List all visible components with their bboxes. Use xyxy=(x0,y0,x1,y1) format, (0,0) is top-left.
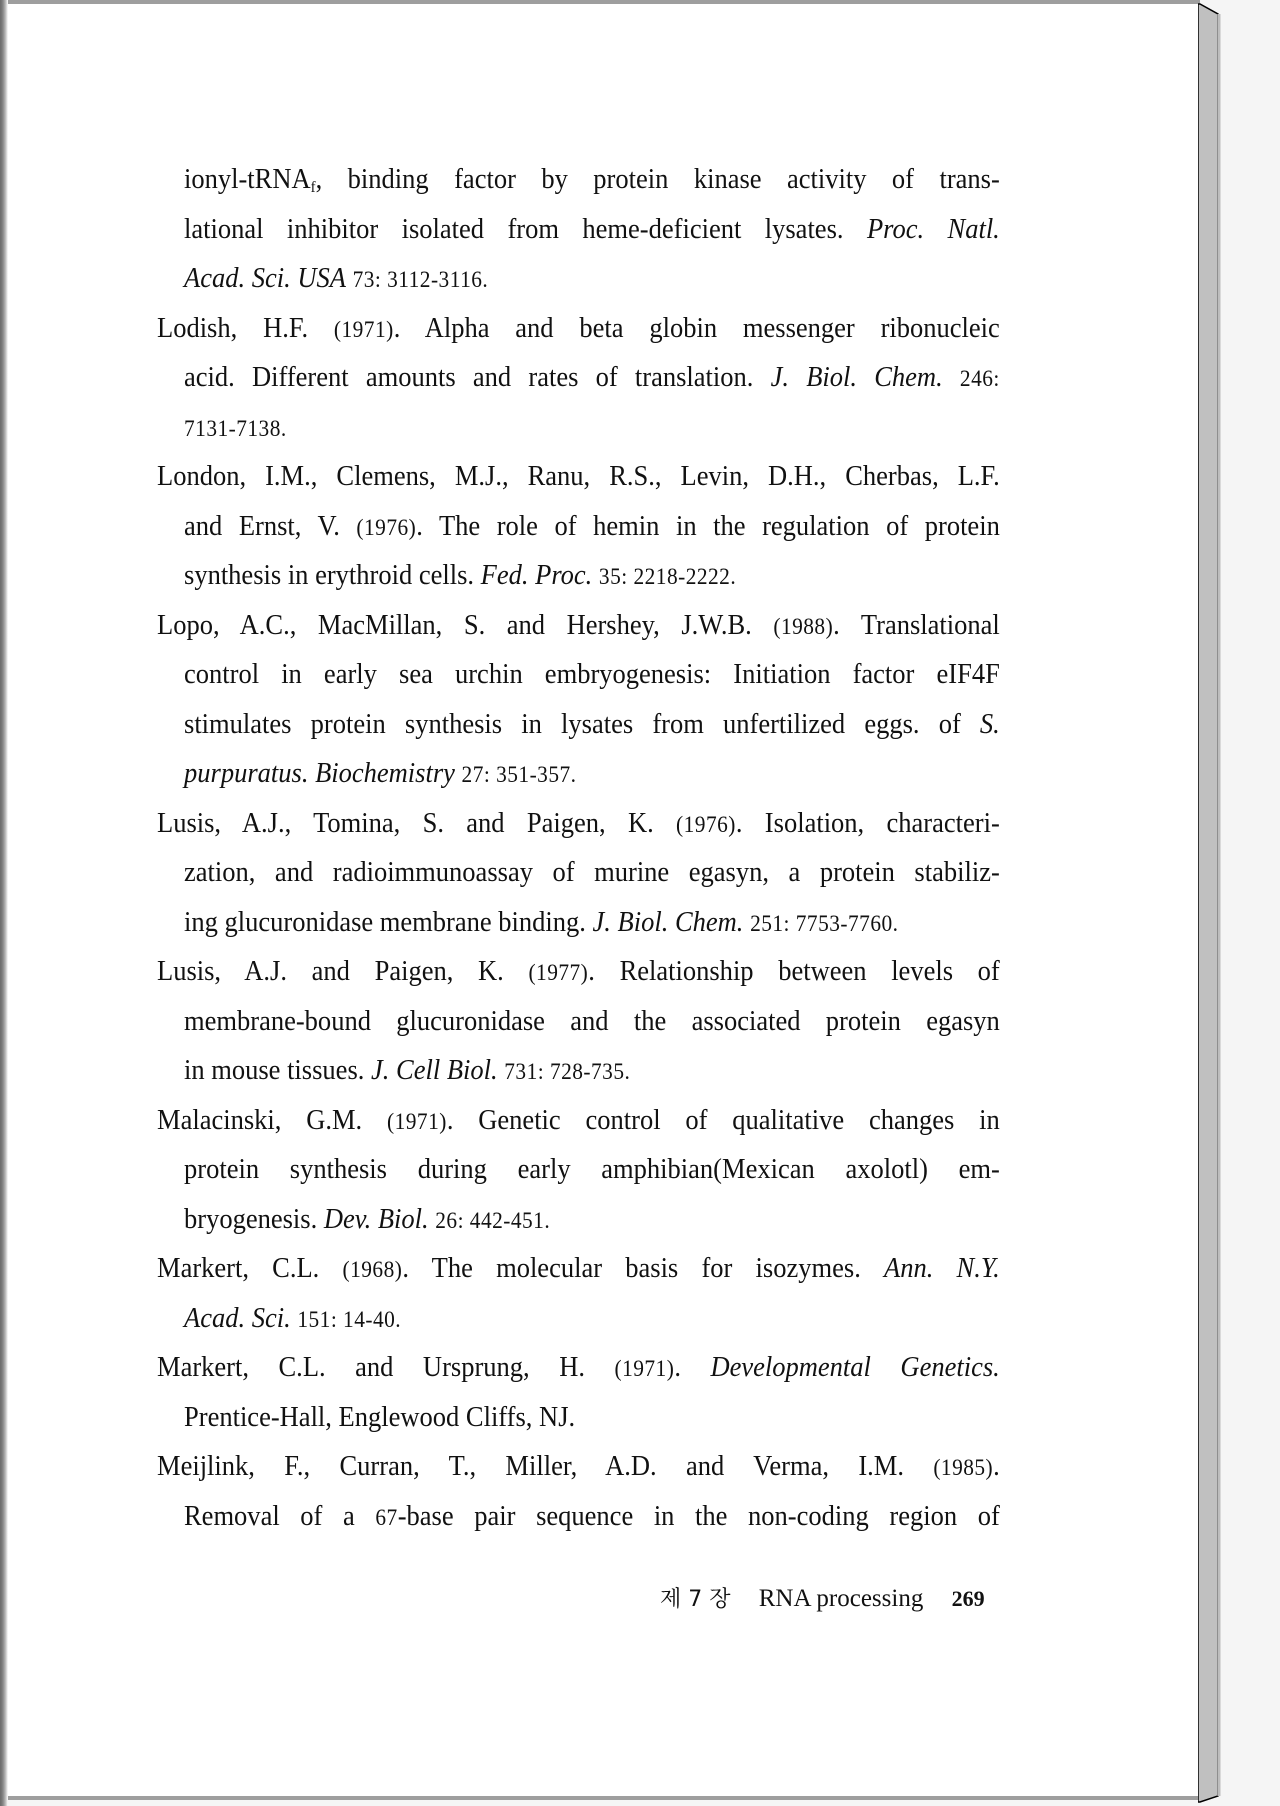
reference-text: Meijlink, F., Curran, T., Miller, A.D. and Verma, I.M. xyxy=(157,1451,934,1482)
reference-entry xyxy=(157,799,1000,948)
citation-number: 151: 14-40. xyxy=(297,1306,402,1332)
reference-line xyxy=(184,1195,1000,1245)
reference-text: synthesis in erythroid cells. xyxy=(184,560,481,591)
reference-text: . The role of hemin in the regulation of protein xyxy=(416,510,1000,542)
citation-number: 35: 2218-2222. xyxy=(598,564,737,589)
reference-entry xyxy=(157,1343,1000,1442)
reference-line xyxy=(184,1145,1000,1195)
citation-number: 73: 3112-3116. xyxy=(352,267,489,292)
journal-title: J. Biol. Chem. xyxy=(770,362,943,393)
reference-text: Malacinski, G.M. xyxy=(157,1104,388,1136)
reference-text: Markert, C.L. and Ursprung, H. xyxy=(157,1352,615,1383)
reference-line xyxy=(157,799,1000,849)
reference-text: , binding factor by protein kinase activity of trans- xyxy=(315,164,1000,195)
reference-text: . The molecular basis for isozymes. xyxy=(402,1253,885,1284)
citation-number: 67 xyxy=(375,1504,398,1530)
reference-entry xyxy=(157,1442,1000,1541)
citation-number: (1968) xyxy=(342,1257,403,1282)
reference-text: ing glucuronidase membrane binding. xyxy=(184,906,593,938)
journal-title: S. xyxy=(979,708,1000,740)
chapter-label: 제 7 장 xyxy=(660,1587,731,1612)
reference-text: . Translational xyxy=(833,609,1000,641)
reference-text: . Alpha and beta globin messenger ribonucleic xyxy=(393,312,1000,344)
reference-text: Lodish, H.F. xyxy=(157,312,334,344)
page-footer xyxy=(660,1582,1000,1613)
reference-text: membrane-bound glucuronidase and the associated protein egasyn xyxy=(184,1005,1000,1037)
reference-line xyxy=(184,997,1000,1047)
citation-number: (1971) xyxy=(387,1108,447,1134)
reference-line xyxy=(184,1393,1000,1443)
reference-text: control in early sea urchin embryogenesis: Initiation factor eIF4F xyxy=(184,659,1000,690)
reference-line xyxy=(184,1492,1000,1542)
journal-title: Developmental Genetics. xyxy=(710,1352,1000,1383)
reference-line xyxy=(184,353,1000,403)
reference-text: Markert, C.L. xyxy=(157,1253,343,1284)
reference-text xyxy=(943,362,960,393)
reference-line xyxy=(184,551,1000,601)
citation-number: 7131-7138. xyxy=(184,415,287,441)
reference-entry xyxy=(157,1244,1000,1343)
reference-line xyxy=(184,155,1000,205)
reference-entry xyxy=(157,452,1000,601)
journal-title: Dev. Biol. xyxy=(323,1203,429,1235)
reference-entry xyxy=(157,304,1000,453)
reference-line xyxy=(184,205,1000,255)
citation-number: (1988) xyxy=(773,613,834,639)
reference-entry xyxy=(157,1096,1000,1245)
reference-text: acid. Different amounts and rates of translation. xyxy=(184,362,771,393)
reference-text xyxy=(743,907,750,938)
citation-number: 731: 728-735. xyxy=(504,1059,631,1084)
reference-line xyxy=(157,1442,1000,1492)
journal-title: Fed. Proc. xyxy=(480,560,593,591)
reference-line xyxy=(184,254,1000,304)
journal-title: purpuratus. Biochemistry xyxy=(184,758,455,789)
page-fold-edge xyxy=(1198,0,1222,1806)
reference-line xyxy=(184,650,1000,700)
citation-number: (1976) xyxy=(676,811,736,837)
reference-text: bryogenesis. xyxy=(184,1203,324,1235)
journal-title: Acad. Sci. USA xyxy=(184,263,346,294)
reference-line xyxy=(184,898,1000,948)
running-title: RNA processing xyxy=(758,1585,924,1612)
citation-number: 26: 442-451. xyxy=(435,1207,551,1233)
citation-number: (1971) xyxy=(614,1356,675,1381)
reference-text: Lusis, A.J., Tomina, S. and Paigen, K. xyxy=(157,807,677,839)
reference-text: in mouse tissues. xyxy=(184,1055,372,1086)
reference-line xyxy=(157,304,1000,354)
reference-list xyxy=(157,155,1000,1541)
page-left-edge xyxy=(0,0,8,1806)
reference-text: Prentice-Hall, Englewood Cliffs, NJ. xyxy=(184,1401,576,1433)
citation-number: (1971) xyxy=(333,316,394,342)
reference-line xyxy=(184,1046,1000,1096)
reference-line xyxy=(157,452,1000,502)
reference-text: . Genetic control of qualitative changes in xyxy=(446,1104,1000,1136)
reference-line xyxy=(184,848,1000,898)
reference-text: zation, and radioimmunoassay of murine egasyn, a protein stabiliz- xyxy=(184,857,1000,888)
journal-title: Ann. N.Y. xyxy=(884,1253,1000,1284)
reference-text: -base pair sequence in the non-coding region of xyxy=(397,1500,1000,1532)
reference-text: Removal of a xyxy=(184,1500,376,1532)
reference-line xyxy=(184,700,1000,750)
citation-number: (1976) xyxy=(356,514,417,540)
reference-line xyxy=(157,1244,1000,1294)
reference-text: . xyxy=(993,1451,1000,1482)
citation-number: 251: 7753-7760. xyxy=(750,910,899,936)
reference-line xyxy=(184,403,1000,453)
page-number: 269 xyxy=(951,1586,985,1611)
citation-number: (1977) xyxy=(528,960,589,985)
reference-line xyxy=(157,947,1000,997)
journal-title: J. Cell Biol. xyxy=(371,1055,498,1086)
citation-number: (1985) xyxy=(933,1455,994,1480)
reference-line xyxy=(157,1343,1000,1393)
reference-text: f xyxy=(310,179,316,196)
journal-title: Proc. Natl. xyxy=(866,213,1000,245)
reference-text: protein synthesis during early amphibian(Mexican axolotl) em- xyxy=(184,1154,1000,1185)
citation-number: 246: xyxy=(959,366,1000,391)
reference-text: Lopo, A.C., MacMillan, S. and Hershey, J.W.B. xyxy=(157,609,774,641)
reference-line xyxy=(184,1294,1000,1344)
reference-text: Lusis, A.J. and Paigen, K. xyxy=(157,956,529,987)
reference-text: . xyxy=(674,1352,711,1383)
reference-text: . Relationship between levels of xyxy=(588,956,1000,987)
reference-line xyxy=(184,749,1000,799)
reference-entry xyxy=(157,155,1000,304)
reference-text: lational inhibitor isolated from heme-deficient lysates. xyxy=(184,213,867,245)
reference-text: London, I.M., Clemens, M.J., Ranu, R.S., Levin, D.H., Cherbas, L.F. xyxy=(157,461,1000,492)
reference-entry xyxy=(157,947,1000,1096)
journal-title: J. Biol. Chem. xyxy=(592,906,744,938)
reference-text: and Ernst, V. xyxy=(184,510,357,542)
reference-text: ionyl-tRNA xyxy=(184,164,311,195)
citation-number: 27: 351-357. xyxy=(461,762,577,787)
reference-text: stimulates protein synthesis in lysates from unfertilized eggs. of xyxy=(184,708,980,740)
reference-text: . Isolation, characteri- xyxy=(735,807,1000,839)
reference-line xyxy=(184,502,1000,552)
journal-title: Acad. Sci. xyxy=(184,1302,291,1334)
reference-entry xyxy=(157,601,1000,799)
reference-line xyxy=(157,1096,1000,1146)
reference-line xyxy=(157,601,1000,651)
